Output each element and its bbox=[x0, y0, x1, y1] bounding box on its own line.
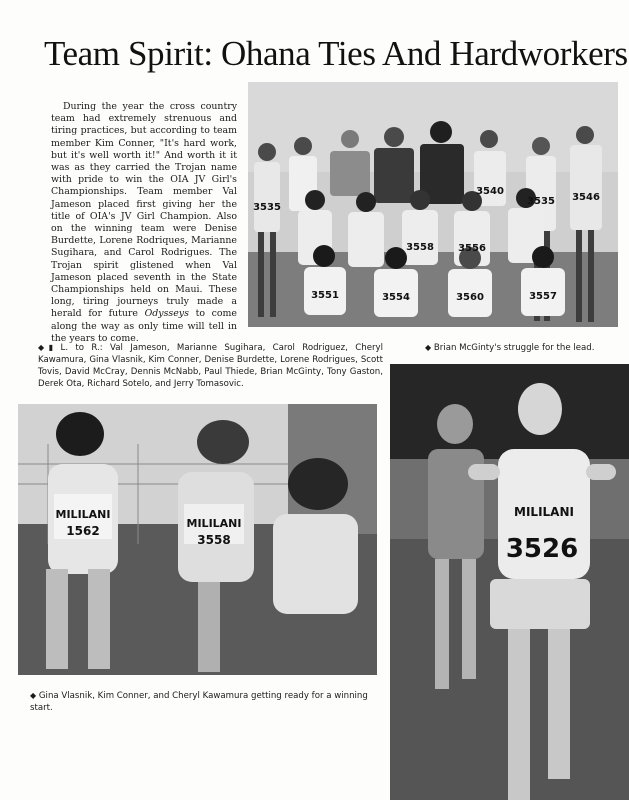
start-jersey-2: MILILANI bbox=[186, 517, 242, 530]
article-text-2: to come along the way as only time will tell in the years to come. bbox=[51, 308, 237, 344]
bib-back-6: 3540 bbox=[476, 186, 504, 197]
runner-caption bbox=[425, 342, 625, 354]
runner-bib: 3526 bbox=[505, 534, 579, 564]
team-caption-text: L. to R.: Val Jameson, Marianne Sugihara, Carol Rodriguez, Cheryl Kawamura, Gina Vlasnik, Kim Conner, Denise Burdette, Lorene Rodrigues, Scott Tovis, David McCray, Dennis McNabb, Paul Thiede, Brian McGinty, Tony Gaston, Derek Ota, Richard Sotelo, and Jerry Tomasovic. bbox=[38, 343, 383, 389]
caption-arrow-icon: ◆▮ bbox=[38, 343, 54, 352]
start-bib-2: 3558 bbox=[197, 533, 231, 547]
runner-jersey: MILILANI bbox=[514, 505, 574, 519]
bib-middle-4: 3556 bbox=[458, 243, 486, 254]
page-title: Team Spirit: Ohana Ties And Hardworkers bbox=[44, 34, 628, 73]
bib-back-7: 3535 bbox=[527, 196, 555, 207]
team-caption bbox=[38, 342, 383, 390]
article-text-1: During the year the cross country team had extremely strenuous and tiring practices, but according to team member Kim Conner, "It's hard work, but it's well worth it!" And worth it it was as they carried the Trojan name with pride to win the OIA JV Girl's Championships. Team member Val Jameson placed first giving her the title of OIA's JV Girl Champion. Also on the winning team were Denise Burdette, Lorene Rodriques, Marianne Sugihara, and Carol Rodrigues. The Trojan spirit glistened when Val Jameson placed seventh in the State Championships held on Maui. These long, tiring journeys truly made a herald for future bbox=[51, 101, 237, 320]
bib-front-4: 3557 bbox=[529, 291, 557, 302]
bib-back-8: 3546 bbox=[572, 192, 600, 203]
caption-arrow-icon: ◆ bbox=[425, 343, 432, 352]
team-photo bbox=[248, 82, 618, 327]
runner-photo bbox=[390, 364, 629, 800]
start-caption-text: Gina Vlasnik, Kim Conner, and Cheryl Kawamura getting ready for a winning start. bbox=[30, 691, 368, 713]
start-caption bbox=[30, 690, 375, 714]
runner-caption-text: Brian McGinty's struggle for the lead. bbox=[433, 343, 595, 353]
bib-front-1: 3551 bbox=[311, 290, 339, 301]
caption-arrow-icon: ◆ bbox=[30, 691, 37, 700]
bib-middle-3: 3558 bbox=[406, 242, 434, 253]
start-photo bbox=[18, 404, 377, 675]
start-jersey-1: MILILANI bbox=[55, 508, 111, 521]
bib-front-3: 3560 bbox=[456, 292, 484, 303]
article-body bbox=[51, 101, 237, 345]
start-bib-1: 1562 bbox=[66, 524, 100, 538]
article-italic-word: Odysseys bbox=[144, 308, 189, 320]
bib-front-2: 3554 bbox=[382, 292, 410, 303]
bib-back-1: 3535 bbox=[253, 202, 281, 213]
